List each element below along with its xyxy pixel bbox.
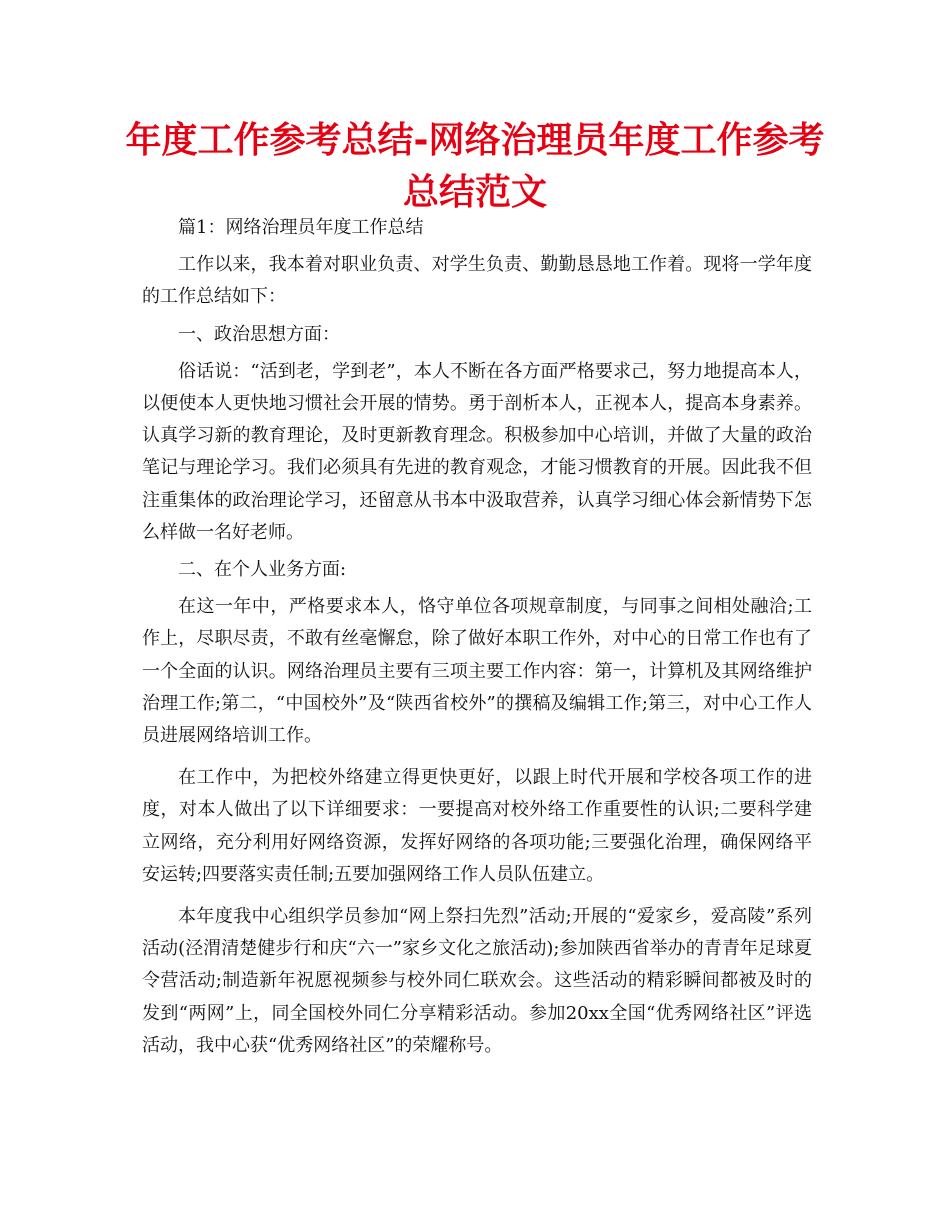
body-paragraph: 在工作中，为把校外络建立得更快更好，以跟上时代开展和学校各项工作的进度，对本人做出了以下详细要求：一要提高对校外络工作重要性的认识;二要科学建立网络，充分利用好网络资源，发挥好网络的各项功能;三要强化治理，确保网络平安运转;四要落实责任制;五要加强网络工作人员队伍建立。 — [142, 767, 812, 885]
body-paragraph: 俗话说：“活到老，学到老”，本人不断在各方面严格要求己，努力地提高本人，以便使本人更快地习惯社会开展的情势。勇于剖析本人，正视本人，提高本身素养。认真学习新的教育理论，及时更新教育理念。积极参加中心培训，并做了大量的政治笔记与理论学习。我们必须具有先进的教育观念，才能习惯教育的开展。因此我不但注重集体的政治理论学习，还留意从书本中汲取营养，认真学习细心体会新情势下怎么样做一名好老师。 — [142, 360, 812, 543]
document-title: 年度工作参考总结-网络治理员年度工作参考总结范文 — [125, 120, 825, 213]
body-paragraph: 本年度我中心组织学员参加“网上祭扫先烈”活动;开展的“爱家乡，爱高陵”系列活动(泾渭清楚健步行和庆“六一”家乡文化之旅活动);参加陕西省举办的青青年足球夏令营活动;制造新年祝愿视频参与校外同仁联欢会。这些活动的精彩瞬间都被及时的发到“两网”上，同全国校外同仁分享精彩活动。参加20xx全国“优秀网络社区”评选活动，我中心获“优秀网络社区”的荣耀称号。 — [142, 906, 812, 1056]
intro-paragraph: 工作以来，我本着对职业负责、对学生负责、勤勤恳恳地工作着。现将一学年度的工作总结如下： — [142, 254, 812, 308]
body-paragraph: 在这一年中，严格要求本人，恪守单位各项规章制度，与同事之间相处融洽;工作上，尽职尽责，不敢有丝毫懈怠，除了做好本职工作外，对中心的日常工作也有了一个全面的认识。网络治理员主要有三项主要工作内容：第一，计算机及其网络维护治理工作;第二，“中国校外”及“陕西省校外”的撰稿及编辑工作;第三，对中心工作人员进展网络培训工作。 — [142, 596, 812, 747]
section-heading: 篇1：网络治理员年度工作总结 — [178, 217, 424, 238]
document-body — [142, 212, 812, 1062]
section-heading: 二、在个人业务方面: — [178, 559, 347, 581]
section-heading: 一、政治思想方面： — [178, 323, 340, 345]
